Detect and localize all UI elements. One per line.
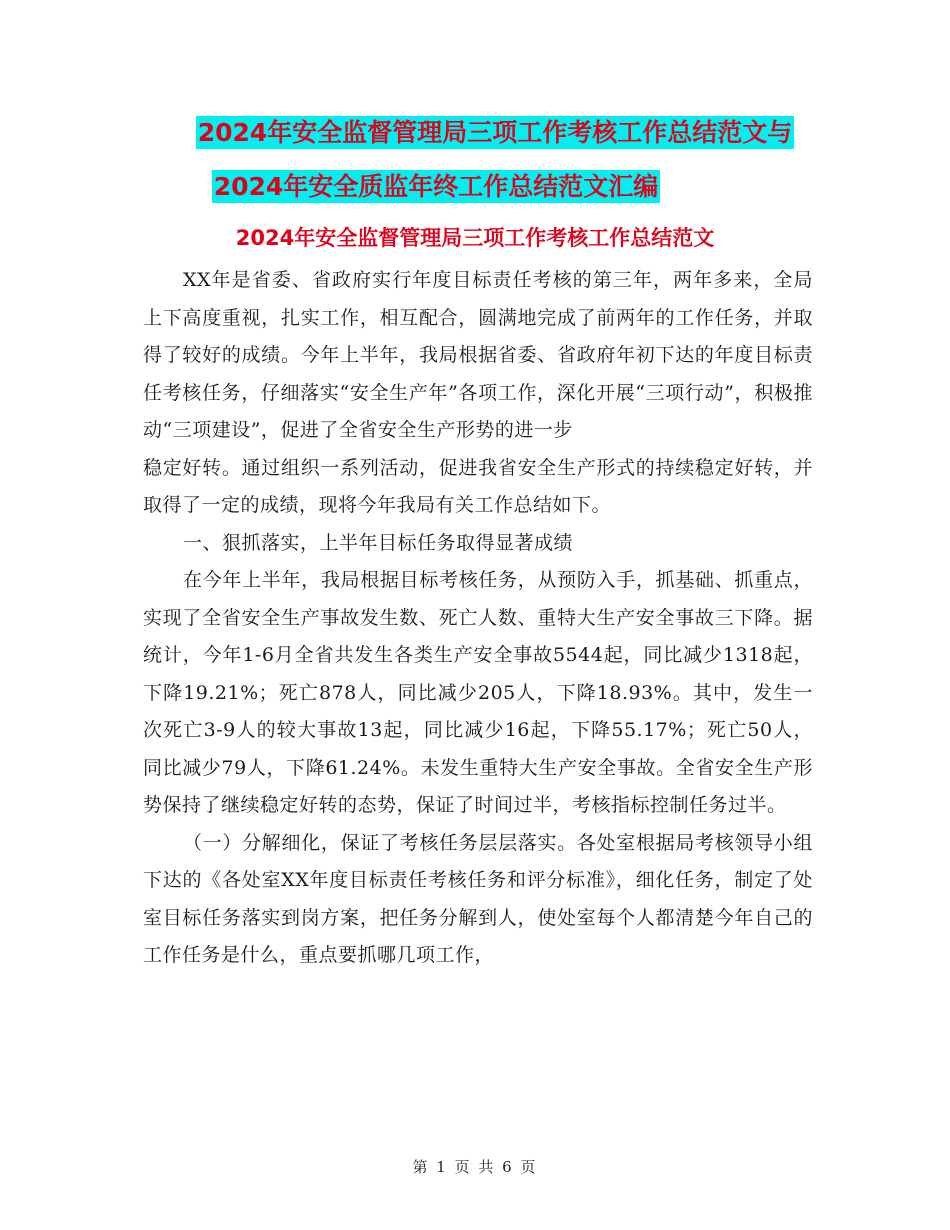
document-body	[143, 262, 813, 975]
paragraph-subsection-1: （一）分解细化，保证了考核任务层层落实。各处室根据局考核领导小组下达的《各处室XX年度目标责任考核任务和评分标准》，细化任务，制定了处室目标任务落实到岗方案，把任务分解到人，使处室每个人都清楚今年自己的工作任务是什么，重点要抓哪几项工作，	[143, 831, 813, 966]
main-title-line-1: 2024年安全监督管理局三项工作考核工作总结范文与	[197, 118, 793, 147]
section-title: 2024年安全监督管理局三项工作考核工作总结范文	[235, 226, 715, 250]
main-title-line-2: 2024年安全质监年终工作总结范文汇编	[213, 172, 659, 201]
page-number: 第 1 页 共 6 页	[412, 1158, 538, 1176]
section-heading-1: 一、狠抓落实，上半年目标任务取得显著成绩	[183, 531, 574, 554]
main-title	[0, 108, 950, 212]
paragraph-statistics: 在今年上半年，我局根据目标考核任务，从预防入手，抓基础、抓重点，实现了全省安全生产事故发生数、死亡人数、重特大生产安全事故三下降。据统计，今年1-6月全省共发生各类生产安全事故5544起，同比减少1318起，下降19.21%；死亡878人，同比减少205人，下降18.93%。其中，发生一次死亡3-9人的较大事故13起，同比减少16起，下降55.17%；死亡50人，同比减少79人，下降61.24%。未发生重特大生产安全事故。全省安全生产形势保持了继续稳定好转的态势，保证了时间过半，考核指标控制任务过半。	[143, 569, 813, 816]
paragraph-intro-continued: 稳定好转。通过组织一系列活动，促进我省安全生产形式的持续稳定好转，并取得了一定的成绩，现将今年我局有关工作总结如下。	[143, 456, 813, 516]
paragraph-intro: XX年是省委、省政府实行年度目标责任考核的第三年，两年多来，全局上下高度重视，扎实工作，相互配合，圆满地完成了前两年的工作任务，并取得了较好的成绩。今年上半年，我局根据省委、省政府年初下达的年度目标责任考核任务，仔细落实“安全生产年”各项工作，深化开展“三项行动”，积极推动“三项建设”，促进了全省安全生产形势的进一步	[143, 269, 813, 441]
